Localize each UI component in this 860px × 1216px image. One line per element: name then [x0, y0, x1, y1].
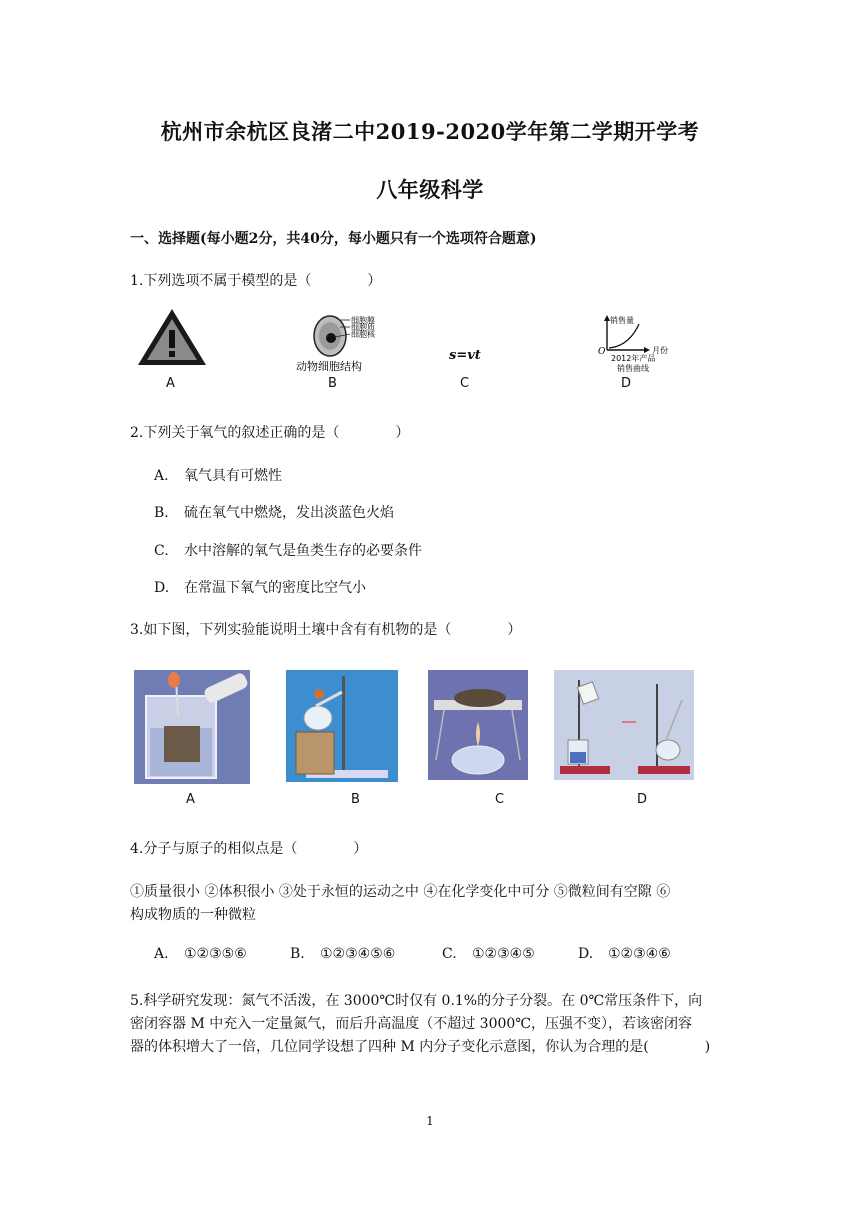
q3-caption-a: A — [186, 792, 195, 807]
q4-desc-line-1: ①质量很小 ②体积很小 ③处于永恒的运动之中 ④在化学变化中可分 ⑤微粒间有空隙 ⑥ — [130, 884, 671, 900]
q4-desc-line-2: 构成物质的一种微粒 — [130, 907, 256, 923]
cell-part-cytoplasm: 细胞质 — [351, 323, 375, 332]
q1-caption-a: A — [166, 376, 175, 391]
experiment-d-image — [554, 670, 694, 780]
q2-option-c: C. 水中溶解的氧气是鱼类生存的必要条件 — [154, 543, 422, 559]
question-5-line-3: 器的体积增大了一倍，几位同学设想了四种 M 内分子变化示意图，你认为合理的是( ) — [130, 1039, 711, 1055]
graph-x-label: 月份 — [652, 346, 668, 355]
warning-sign-image — [136, 306, 208, 368]
section-heading: 一、选择题(每小题2分，共40分，每小题只有一个选项符合题意) — [130, 231, 537, 247]
animal-cell-diagram — [296, 312, 396, 374]
experiment-b-image — [286, 670, 398, 782]
cell-part-membrane: 细胞膜 — [351, 316, 375, 325]
title-line-1: 杭州市余杭区良渚二中2019-2020学年第二学期开学考 — [160, 119, 700, 144]
cell-diagram-label: 动物细胞结构 — [296, 360, 362, 373]
formula-s-vt: s=vt — [449, 348, 481, 363]
q2-option-b: B. 硫在氧气中燃烧，发出淡蓝色火焰 — [154, 505, 394, 521]
graph-origin: O — [598, 347, 606, 357]
question-5-line-2: 密闭容器 M 中充入一定量氮气，而后升高温度（不超过 3000℃，压强不变），若该密闭容 — [130, 1016, 692, 1032]
page-number: 1 — [426, 1114, 434, 1128]
question-4-stem: 4.分子与原子的相似点是（ ） — [130, 841, 368, 857]
cell-part-nucleus: 细胞核 — [351, 330, 375, 339]
experiment-a-image — [134, 670, 250, 784]
graph-y-label: 销售量 — [610, 316, 634, 325]
question-5-line-1: 5.科学研究发现：氮气不活泼，在 3000℃时仅有 0.1%的分子分裂。在 0℃常压条件下，向 — [130, 993, 703, 1009]
q4-option-b: B. ①②③④⑤⑥ — [290, 946, 396, 962]
q1-caption-b: B — [328, 376, 337, 391]
experiment-c-image — [428, 670, 528, 780]
graph-caption-2: 销售曲线 — [617, 364, 649, 373]
q1-caption-c: C — [460, 376, 470, 391]
q2-option-d: D. 在常温下氧气的密度比空气小 — [154, 580, 366, 596]
q3-caption-b: B — [351, 792, 360, 807]
title-line-2: 八年级科学 — [376, 177, 484, 202]
q2-option-a: A. 氧气具有可燃性 — [154, 468, 282, 484]
question-1-stem: 1.下列选项不属于模型的是（ ） — [130, 273, 382, 289]
question-3-stem: 3.如下图，下列实验能说明土壤中含有有机物的是（ ） — [130, 622, 522, 638]
q3-caption-d: D — [637, 792, 648, 807]
q3-caption-c: C — [495, 792, 505, 807]
sales-curve-graph — [595, 314, 685, 374]
q4-option-d: D. ①②③④⑥ — [578, 946, 671, 962]
q4-option-a: A. ①②③⑤⑥ — [154, 946, 247, 962]
q4-option-c: C. ①②③④⑤ — [442, 946, 535, 962]
graph-caption-1: 2012年产品 — [611, 354, 656, 363]
question-2-stem: 2.下列关于氧气的叙述正确的是（ ） — [130, 425, 410, 441]
q1-caption-d: D — [621, 376, 632, 391]
